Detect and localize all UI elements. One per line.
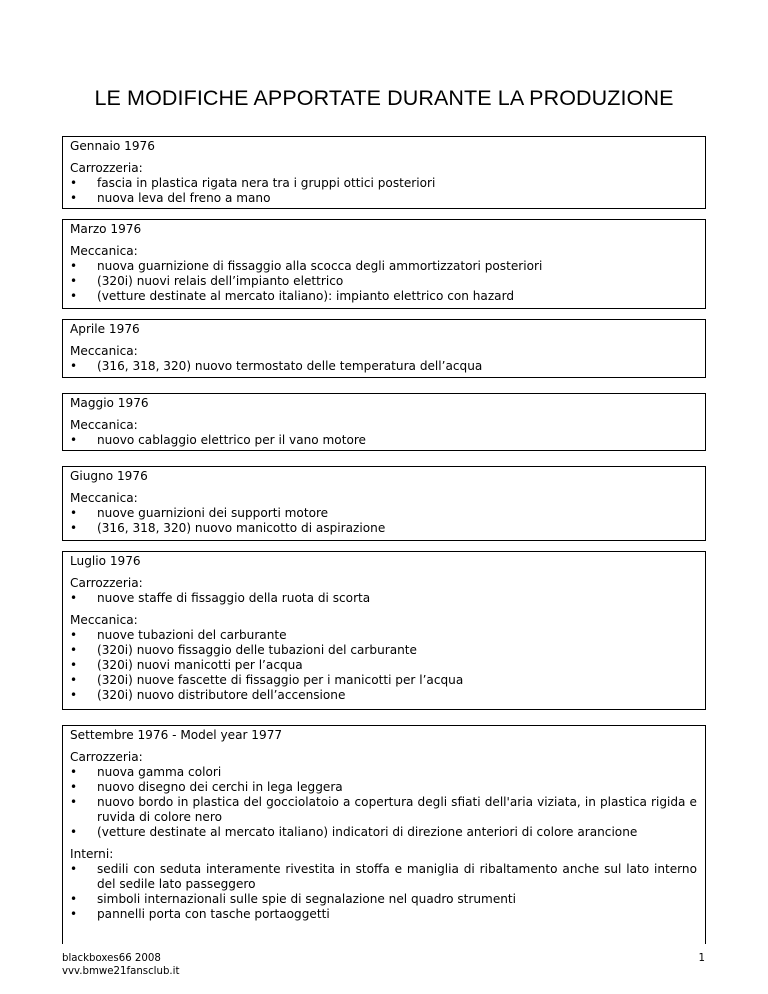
list-item: • nuove tubazioni del carburante: [70, 628, 705, 643]
bullet-list: [70, 259, 705, 304]
bullet-list: [70, 176, 705, 206]
entry-date: Aprile 1976: [70, 322, 140, 336]
bullet-list: [70, 506, 705, 536]
section-label: Interni:: [70, 847, 114, 861]
bullet-list: [70, 359, 705, 374]
list-item: • (320i) nuove fascette di fissaggio per i manicotti per l’acqua: [70, 673, 705, 688]
list-item: • fascia in plastica rigata nera tra i gruppi ottici posteriori: [70, 176, 705, 191]
entry-date: Luglio 1976: [70, 554, 141, 568]
list-item: • nuove guarnizioni dei supporti motore: [70, 506, 705, 521]
list-item: • (320i) nuovi relais dell’impianto elettrico: [70, 274, 705, 289]
list-item: • nuove staffe di fissaggio della ruota di scorta: [70, 591, 705, 606]
entry-section: [70, 613, 705, 703]
entry-section: [70, 161, 705, 206]
list-item: • nuovo cablaggio elettrico per il vano motore: [70, 433, 705, 448]
list-item: • pannelli porta con tasche portaoggetti: [70, 907, 705, 922]
list-item: • (vetture destinate al mercato italiano) indicatori di direzione anteriori di colore arancione: [70, 825, 705, 840]
bullet-list: [70, 628, 705, 703]
entry-date: Settembre 1976 - Model year 1977: [70, 728, 283, 742]
list-item: • (316, 318, 320) nuovo manicotto di aspirazione: [70, 521, 705, 536]
bullet-list: [70, 765, 705, 840]
section-label: Meccanica:: [70, 344, 138, 358]
list-item: • (320i) nuovi manicotti per l’acqua: [70, 658, 705, 673]
footer-credits: [62, 952, 180, 978]
section-label: Meccanica:: [70, 244, 138, 258]
entry-box-giugno-1976: [62, 466, 706, 541]
entry-box-gennaio-1976: [62, 136, 706, 209]
list-item: • (320i) nuovo distributore dell’accensione: [70, 688, 705, 703]
entry-date: Maggio 1976: [70, 396, 149, 410]
list-item: • (316, 318, 320) nuovo termostato delle temperatura dell’acqua: [70, 359, 705, 374]
bullet-list: [70, 862, 705, 922]
list-item: • sedili con seduta interamente rivestita in stoffa e maniglia di ribaltamento anche sul lato interno del sedile lato passeggero: [70, 862, 705, 892]
entry-section: [70, 244, 705, 304]
list-item: • nuovo disegno dei cerchi in lega leggera: [70, 780, 705, 795]
section-label: Meccanica:: [70, 491, 138, 505]
entry-section: [70, 750, 705, 840]
section-label: Carrozzeria:: [70, 576, 143, 590]
entry-section: [70, 847, 705, 922]
list-item: • (320i) nuovo fissaggio delle tubazioni del carburante: [70, 643, 705, 658]
bullet-list: [70, 591, 705, 606]
section-label: Carrozzeria:: [70, 161, 143, 175]
entry-section: [70, 344, 705, 374]
section-label: Carrozzeria:: [70, 750, 143, 764]
page-number: 1: [698, 953, 705, 964]
section-label: Meccanica:: [70, 613, 138, 627]
entry-date: Gennaio 1976: [70, 139, 155, 153]
footer-author: blackboxes66 2008: [62, 953, 161, 964]
entry-section: [70, 418, 705, 448]
entry-section: [70, 576, 705, 606]
entry-box-marzo-1976: [62, 219, 706, 309]
entry-box-luglio-1976: [62, 551, 706, 710]
entry-section: [70, 491, 705, 536]
footer-website: vvv.bmwe21fansclub.it: [62, 966, 180, 977]
list-item: • nuovo bordo in plastica del gocciolatoio a copertura degli sfiati dell'aria viziata, in plastica rigida e ruvida di colore nero: [70, 795, 705, 825]
list-item: • nuova gamma colori: [70, 765, 705, 780]
list-item: • simboli internazionali sulle spie di segnalazione nel quadro strumenti: [70, 892, 705, 907]
list-item: • nuova leva del freno a mano: [70, 191, 705, 206]
section-label: Meccanica:: [70, 418, 138, 432]
entry-box-maggio-1976: [62, 393, 706, 451]
list-item: • nuova guarnizione di fissaggio alla scocca degli ammortizzatori posteriori: [70, 259, 705, 274]
entry-date: Giugno 1976: [70, 469, 148, 483]
list-item: • (vetture destinate al mercato italiano): impianto elettrico con hazard: [70, 289, 705, 304]
entry-box-aprile-1976: [62, 319, 706, 378]
page-title: LE MODIFICHE APPORTATE DURANTE LA PRODUZIONE: [94, 86, 674, 110]
entry-date: Marzo 1976: [70, 222, 142, 236]
entry-box-settembre-1976: [62, 725, 706, 944]
bullet-list: [70, 433, 705, 448]
